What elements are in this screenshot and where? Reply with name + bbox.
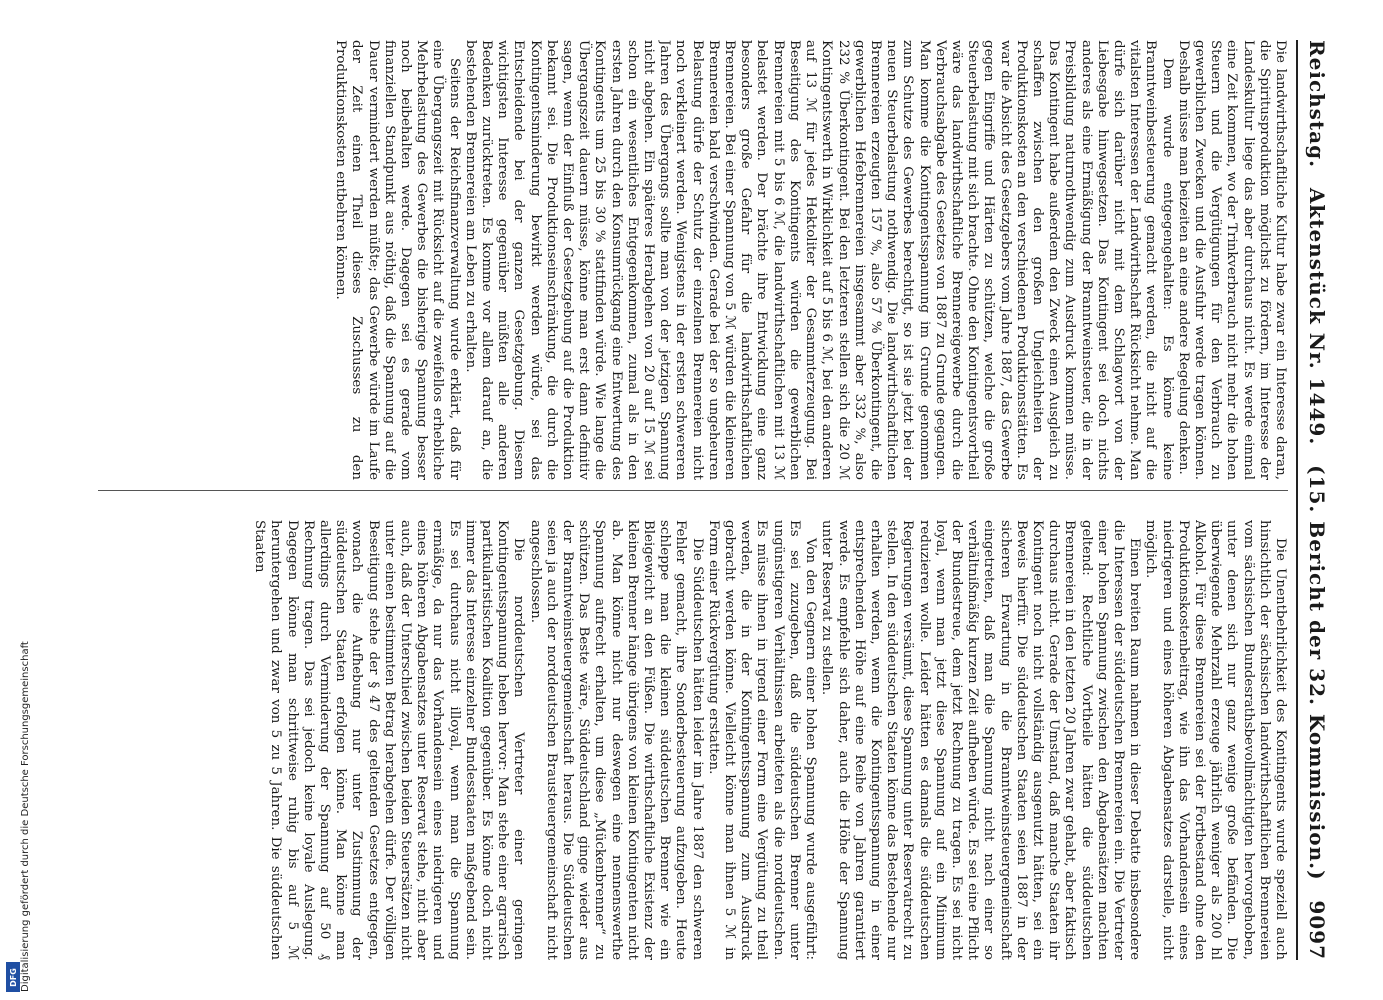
- rotated-page-content: [56, 0, 1346, 1000]
- paragraph: Die norddeutschen Vertreter einer geringen Kontingentsspannung heben hervor: Man stehe einer agrarisch partikularistischen Koalition gegenüber. Es könne doch nicht immer das Interesse einzelner Bundesstaaten maßgebend sein. Es sei durchaus nicht illoyal, wenn man die Spannung ermäßige, da nur das Vorhandensein eines niedrigeren und eines höheren Abgabensatzes unter Reservat stehe, nicht aber auch, daß der Unterschied zwischen beiden Steuersätzen nicht unter einen bestimmten Betrag herabgehen dürfe. Der völligen Beseitigung stehe der § 47 des geltenden Gesetzes entgegen, wonach die Aufhebung nur unter Zustimmung der süddeutschen Staaten erfolgen könne. Man könne man allerdings durch Verminderung der Spannung auf 50 ₰ Rechnung tragen. Das sei jedoch keine loyale Auslegung. Dagegen könne man schrittweise ruhig bis auf 5 ℳ heruntergehen und zwar von 5 zu 5 Jahren. Die süddeutschen Staaten: [252, 520, 527, 960]
- header-rule: [1296, 40, 1298, 960]
- header-right-title: (15. Bericht der 32. Kommission.): [1305, 465, 1329, 881]
- paragraph: Die landwirthschaftliche Kultur habe zwar ein Interesse daran, die Spiritusproduktion möglichst zu fördern, im Interesse der Landeskultur liege das aber durchaus nicht. Es werde einmal eine Zeit kommen, wo der Trinkverbrauch nicht mehr die hohen Steuern und die Vergütigungen für den Verbrauch zu gewerblichen Zwecken und die Ausfuhr werde tragen können. Deshalb müsse man beizeiten an eine andere Regelung denken.: [1175, 40, 1288, 480]
- paragraph: Dem wurde entgegengehalten: Es könne keine Branntweinbesteuerung gemacht werden, die nicht auf die vitalsten Interessen der Landwirthschaft Rücksicht nehme. Man dürfe sich darüber nicht mit dem Schlagwort von der Liebesgabe hinwegsetzen. Das Kontingent sei doch nichts anderes als eine Ermäßigung der Branntweinsteuer, die in der Preisbildung naturnothwendig zum Ausdruck kommen müsse. Das Kontingent habe außerdem den Zweck einen Ausgleich zu schaffen zwischen den großen Ungleichheiten der Produktionskosten an den verschiedenen Produktionsstätten. Es war die Absicht des Gesetzgebers vom Jahre 1887, das Gewerbe gegen Eingriffe und Härten zu schützen, welche die große Steuerbelastung mit sich brachte. Ohne den Kontingentsvortheil wäre das landwirthschaftliche Brennereigewerbe durch die Verbrauchsabgabe des Gesetzes von 1887 zu Grunde gegangen. Man komme die Kontingentsspannung im Grunde genommen zum Schutze des Gewerbes berechtigt, so ist sie jetzt bei der neuen Steuerbelastung nothwendig. Die landwirthschaftlichen Brennereien erzeugten 157 %, also 57 % Überkontingent, die gewerblichen Hefebrennereien insgesammt aber 332 %, also 232 % Überkontingent. Bei den letzteren stellen sich die 20 ℳ Kontingentswerth in Wirklichkeit auf 5 bis 6 ℳ, bei den anderen auf 13 ℳ für jedes Hektoliter der Gesammterzeugung. Bei Beseitigung des Kontingents würden die gewerblichen Brennereien mit 5 bis 6 ℳ, die landwirthschaftlichen mit 13 ℳ belastet werden. Der brächte ihre Entwicklung eine ganz besonders große Gefahr für die landwirthschaftlichen Brennereien. Bei einer Spannung von 5 ℳ würden die kleineren Brennereien bald verschwinden. Gerade bei der so ungeheuren Belastung dürfe der Schutz der einzelnen Brennereien nicht noch verkleinert werden. Wenigstens in der ersten schwereren Jahren des Übergangs sollte man von der jetzigen Spannung nicht abgehen. Ein späteres Herabgehen von 20 auf 15 ℳ sei schon ein wesentliches Entgegenkommen, zumal als in den ersten Jahren durch den Konsumrückgang eine Entwertung des Kontingents um 25 bis 30 % stattfinden würde. Wie lange die Übergangszeit dauern müsse, könne man erst dann definitiv sagen, wenn der Einfluß der Gesetzgebung auf die Produktion bekannt sei. Die Produktionseinschränkung, die durch die Kontingentsminderung bewirkt werden würde, sei das Entscheidende bei der ganzen Gesetzgebung. Diesem wichtigsten Interesse gegenüber müßten alle anderen Bedenken zurücktreten. Es komme vor allem darauf an, die bestehenden Brennereien am Leben zu erhalten.: [462, 40, 1175, 480]
- paragraph: Einen breiten Raum nahmen in dieser Debatte insbesondere die Interessen der süddeutschen Brennereien ein. Die Vertreter einer hohen Spannung zwischen den Abgabensätzen machten geltend: Rechtliche Vortheile hätten die süddeutschen Brennereien in den letzten 20 Jahren zwar gehabt, aber faktisch durchaus nicht. Gerade der Umstand, daß manche Staaten ihr Kontingent noch nicht vollständig ausgenutzt hätten, sei ein Beweis hierfür. Die süddeutschen Staaten seien 1887 in der sicheren Erwartung in die Branntweinsteuergemeinschaft eingetreten, daß man die Spannung nicht nach einer so verhältnißmäßig kurzen Zeit aufheben würde. Es sei eine Pflicht der Bundestreue, dem jetzt Rechnung zu tragen. Es sei nicht loyal, wenn man jetzt diese Spannung auf ein Minimum reduzieren wolle. Leider hätten es damals die süddeutschen Regierungen versäumt, diese Spannung unter Reservatrecht zu stellen. In den süddeutschen Staaten könne das Bestehende nur erhalten werden, wenn die Kontingentsspannung in einer entsprechenden Höhe auf eine Reihe von Jahren garantiert werde. Es empfehle sich daher, auch die Höhe der Spannung unter Reservat zu stellen.: [819, 520, 1143, 960]
- page-header: [1296, 40, 1338, 960]
- paragraph: Von den Gegnern einer hohen Spannung wurde ausgeführt: Es sei zuzugeben, daß die süddeutschen Brenner unter ungünstigeren Verhältnissen arbeiteten als die norddeutschen. Es müsse ihnen in irgend einer Form eine Vergütung zu theil werden, die in der Kontingentsspannung zum Ausdruck gebracht werden könne. Vielleicht könne man ihnen 5 ℳ in Form einer Rückvergütung erstatten.: [705, 520, 819, 960]
- column-right: [88, 520, 1288, 960]
- paragraph: Die Süddeutschen hätten leider im Jahre 1887 den schweren Fehler gemacht, ihre Sonderbesteuerung aufzugeben. Heute schleppe man die kleinen süddeutschen Brenner wie ein Bleigewicht an den Füßen. Die wirthschaftliche Existenz der kleinen Brenner hänge übrigens von kleinen Kontingenten nicht ab. Man könne nicht nur deswegen eine nennenswerthe Spannung aufrecht erhalten, um diese „Mückenbrenner“ zu schützen. Das Beste wäre, Süddeutschland ginge wieder aus der Branntweinsteuergemeinschaft heraus. Die Süddeutschen seien ja auch der norddeutschen Brausteuergemeinschaft nicht angeschlossen.: [527, 520, 705, 960]
- header-center: Aktenstück Nr. 1449.: [1305, 187, 1329, 446]
- dfg-logo-text: DFG: [8, 967, 18, 987]
- paragraph: Die Unentbehrlichkeit des Kontingents wurde speziell auch hinsichtlich der sächsischen landwirthschaftlichen Brennereien vom sächsischen Bundesrathsbevollmächtigten hervorgehoben, unter denen sich nur ganz wenige große befänden. Die überwiegende Mehrzahl erzeuge jährlich weniger als 200 hl Alkohol. Für diese Brennereien sei der Fortbestand ohne den Produktionskostenbeitrag, wie ihn das Vorhandensein eines niedrigeren und eines höheren Abgabensatzes darstelle, nicht möglich.: [1143, 520, 1288, 960]
- digitization-note: Digitalisierung gefördert durch die Deutsche Forschungsgemeinschaft: [20, 641, 31, 992]
- page-number: 9097: [1305, 900, 1329, 960]
- column-divider: [98, 490, 1288, 491]
- header-left: Reichstag.: [1305, 40, 1329, 169]
- dfg-logo: [6, 962, 20, 992]
- column-left: [88, 40, 1288, 480]
- paragraph: Seitens der Reichsfinanzverwaltung wurde erklärt, daß für eine Übergangszeit mit Rücksicht auf die zweifellos erhebliche Mehrbelastung des Gewerbes die bisherige Spannung besser noch beibehalten werde. Dagegen sei es gerade vom finanziellen Standpunkt aus nöthig, daß die Spannung auf die Dauer vermindert werden müßte; das Gewerbe würde im Laufe der Zeit einen Theil dieses Zuschusses zu den Produktionskosten entbehren können.: [333, 40, 462, 480]
- digitization-footer: [6, 600, 31, 992]
